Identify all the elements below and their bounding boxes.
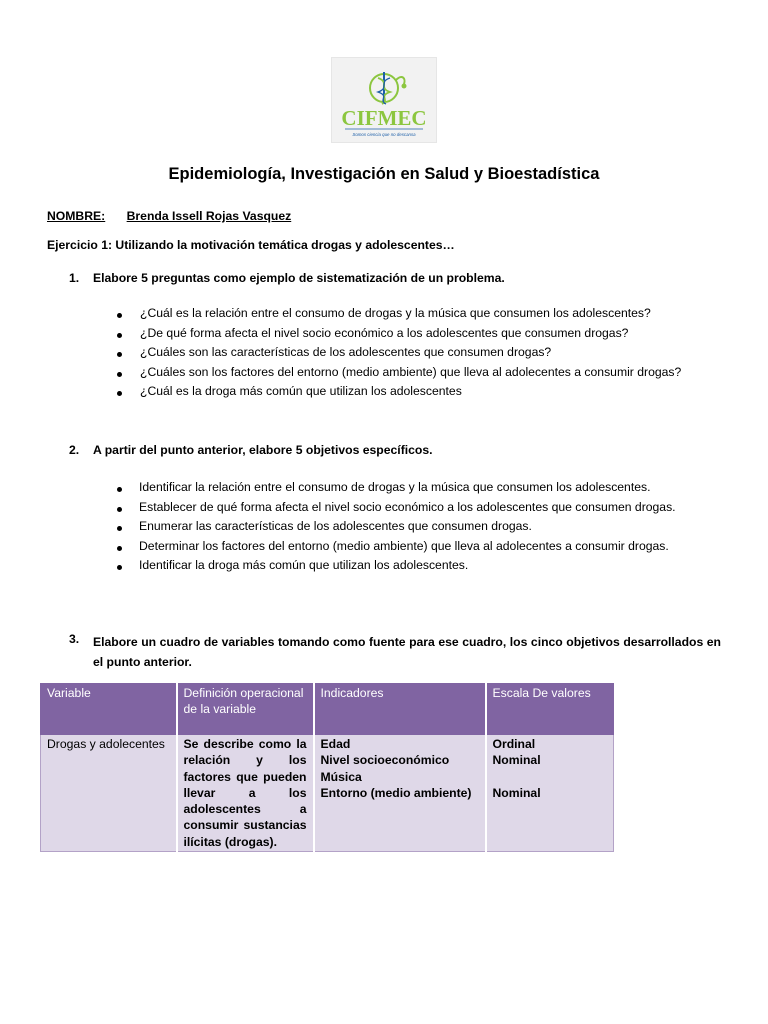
scale-value: Ordinal [492, 737, 536, 751]
bullet-icon [117, 333, 122, 338]
question-text: A partir del punto anterior, elabore 5 objetivos específicos. [93, 443, 433, 457]
table-header-row [41, 684, 614, 735]
exercise-heading: Ejercicio 1: Utilizando la motivación temática drogas y adolescentes… [47, 238, 455, 252]
bullet-icon [117, 391, 122, 396]
bullet-icon [117, 487, 122, 492]
column-header: Indicadores [314, 684, 486, 735]
list-item: ¿Cuáles son los factores del entorno (medio ambiente) que lleva al adolecentes a consumir drogas? [0, 365, 563, 385]
column-header: Variable [41, 684, 177, 735]
objectives-list [0, 480, 676, 578]
scales-cell [486, 735, 614, 852]
question-number: 2. [69, 443, 80, 457]
definition-cell: Se describe como la relación y los factores que pueden llevar a los adolescentes a consumir sustancias ilícitas (drogas). [177, 735, 314, 852]
bullet-icon [117, 507, 122, 512]
bullet-icon [117, 372, 122, 377]
table-row [41, 735, 614, 852]
list-item: ¿De qué forma afecta el nivel socio económico a los adolescentes que consumen drogas? [0, 326, 563, 346]
scale-value: Nominal [492, 753, 541, 768]
questions-list [0, 306, 682, 404]
bullet-icon [117, 313, 122, 318]
list-item: ¿Cuál es la droga más común que utilizan los adolescentes [0, 384, 563, 404]
logo-wordmark: CIFMEC [341, 106, 427, 130]
scale-value: Nominal [492, 785, 541, 800]
question-number: 3. [69, 632, 80, 646]
list-item: ¿Cuáles son las características de los adolescentes que consumen drogas? [0, 345, 563, 365]
list-item: ¿Cuál es la relación entre el consumo de drogas y la música que consumen los adolescentes? [0, 306, 563, 326]
question-text: Elabore 5 preguntas como ejemplo de sistematización de un problema. [93, 271, 505, 285]
name-line [47, 209, 291, 223]
logo-tagline: Somos ciencia que no descansa [352, 132, 416, 137]
document-title: Epidemiología, Investigación en Salud y Bioestadística [168, 165, 600, 183]
list-item: Identificar la droga más común que utilizan los adolescentes. [0, 558, 537, 578]
caduceus-icon [332, 58, 436, 142]
variable-cell: Drogas y adolecentes [41, 735, 177, 852]
list-item: Determinar los factores del entorno (medio ambiente) que lleva al adolecentes a consumir drogas. [0, 539, 537, 559]
indicator-value: Nivel socioeconómico [320, 753, 450, 768]
list-item: Establecer de qué forma afecta el nivel socio económico a los adolescentes que consumen drogas. [0, 500, 537, 520]
name-value: Brenda Issell Rojas Vasquez [126, 209, 292, 223]
indicators-cell [314, 735, 486, 852]
list-item: Identificar la relación entre el consumo de drogas y la música que consumen los adolescentes. [0, 480, 537, 500]
indicator-value: Edad [320, 737, 351, 751]
question-text: Elabore un cuadro de variables tomando como fuente para ese cuadro, los cinco objetivos desarrollados en el punto anterior. [93, 635, 721, 669]
bullet-icon [117, 526, 122, 531]
bullet-icon [117, 546, 122, 551]
scale-value [493, 769, 608, 785]
question-number: 1. [69, 271, 80, 285]
bullet-icon [117, 352, 122, 357]
column-header: Definición operacional de la variable [177, 684, 314, 735]
cifmec-logo [331, 57, 437, 143]
indicator-value: Música [320, 769, 362, 784]
list-item: Enumerar las características de los adolescentes que consumen drogas. [0, 519, 537, 539]
variables-table [40, 683, 614, 852]
name-label: NOMBRE: [47, 209, 106, 223]
indicator-value: Entorno (medio ambiente) [320, 785, 472, 800]
bullet-icon [117, 565, 122, 570]
column-header: Escala De valores [486, 684, 614, 735]
